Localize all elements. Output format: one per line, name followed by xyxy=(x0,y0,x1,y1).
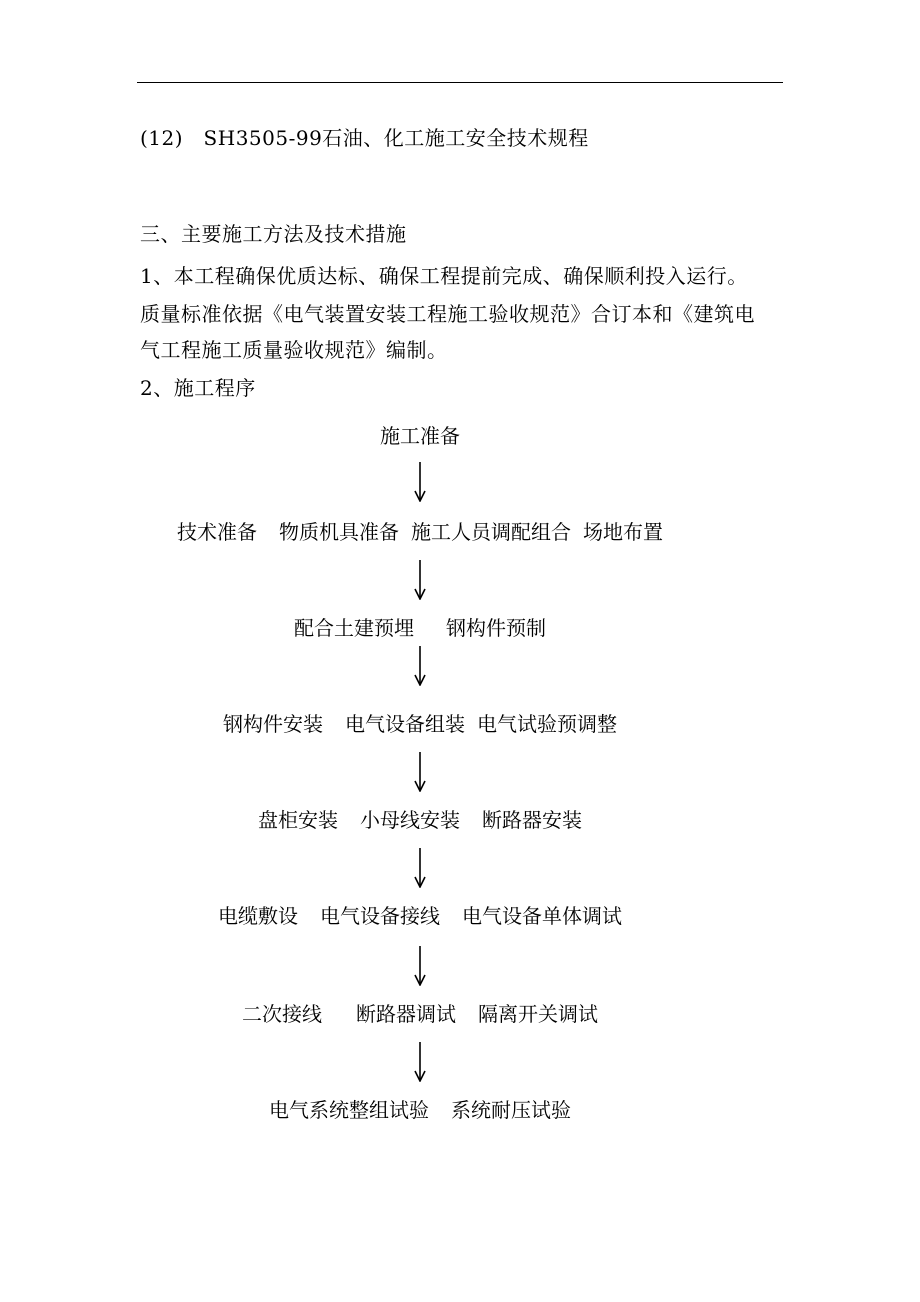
flow-node: 场地布置 xyxy=(583,520,663,544)
flow-node: 钢构件安装 xyxy=(223,712,323,736)
flow-node: 电气设备组装 xyxy=(345,712,465,736)
arrow-down-icon xyxy=(414,646,426,686)
arrow-down-icon xyxy=(414,560,426,600)
flow-node: 施工人员调配组合 xyxy=(411,520,571,544)
flow-node: 电气试验预调整 xyxy=(477,712,617,736)
flow-step-6 xyxy=(0,904,840,928)
flow-node: 盘柜安装 xyxy=(258,808,338,832)
flow-node: 电气设备接线 xyxy=(320,904,440,928)
arrow-down-icon xyxy=(414,462,426,502)
flow-node: 电缆敷设 xyxy=(218,904,298,928)
header-rule xyxy=(137,82,783,83)
arrow-down-icon xyxy=(414,1042,426,1082)
flow-node: 施工准备 xyxy=(380,424,460,448)
flow-step-1 xyxy=(0,424,840,448)
arrow-down-icon xyxy=(414,946,426,986)
flow-node: 小母线安装 xyxy=(360,808,460,832)
arrow-down-icon xyxy=(414,752,426,792)
flow-node: 断路器调试 xyxy=(356,1002,456,1026)
flow-node: 隔离开关调试 xyxy=(478,1002,598,1026)
flow-node: 断路器安装 xyxy=(482,808,582,832)
flow-step-8 xyxy=(0,1098,840,1122)
flow-node: 钢构件预制 xyxy=(446,616,546,640)
flow-node: 电气系统整组试验 xyxy=(269,1098,429,1122)
arrow-down-icon xyxy=(414,848,426,888)
flow-step-3 xyxy=(0,616,840,640)
flow-node: 系统耐压试验 xyxy=(451,1098,571,1122)
reference-item-12: (12) SH3505-99石油、化工施工安全技术规程 xyxy=(140,126,589,150)
flow-step-7 xyxy=(0,1002,840,1026)
flow-node: 物质机具准备 xyxy=(279,520,399,544)
flow-step-4 xyxy=(0,712,840,736)
flow-node: 二次接线 xyxy=(242,1002,322,1026)
flow-step-5 xyxy=(0,808,840,832)
paragraph-line: 质量标准依据《电气装置安装工程施工验收规范》合订本和《建筑电 xyxy=(140,302,755,326)
paragraph-line: 气工程施工质量验收规范》编制。 xyxy=(140,338,448,362)
section-heading: 三、主要施工方法及技术措施 xyxy=(140,222,407,246)
flow-step-2 xyxy=(0,520,840,544)
paragraph-line: 1、本工程确保优质达标、确保工程提前完成、确保顺利投入运行。 xyxy=(140,264,748,288)
flow-node: 配合土建预埋 xyxy=(294,616,414,640)
flow-node: 技术准备 xyxy=(177,520,257,544)
subheading-procedure: 2、施工程序 xyxy=(140,376,256,400)
flow-node: 电气设备单体调试 xyxy=(462,904,622,928)
